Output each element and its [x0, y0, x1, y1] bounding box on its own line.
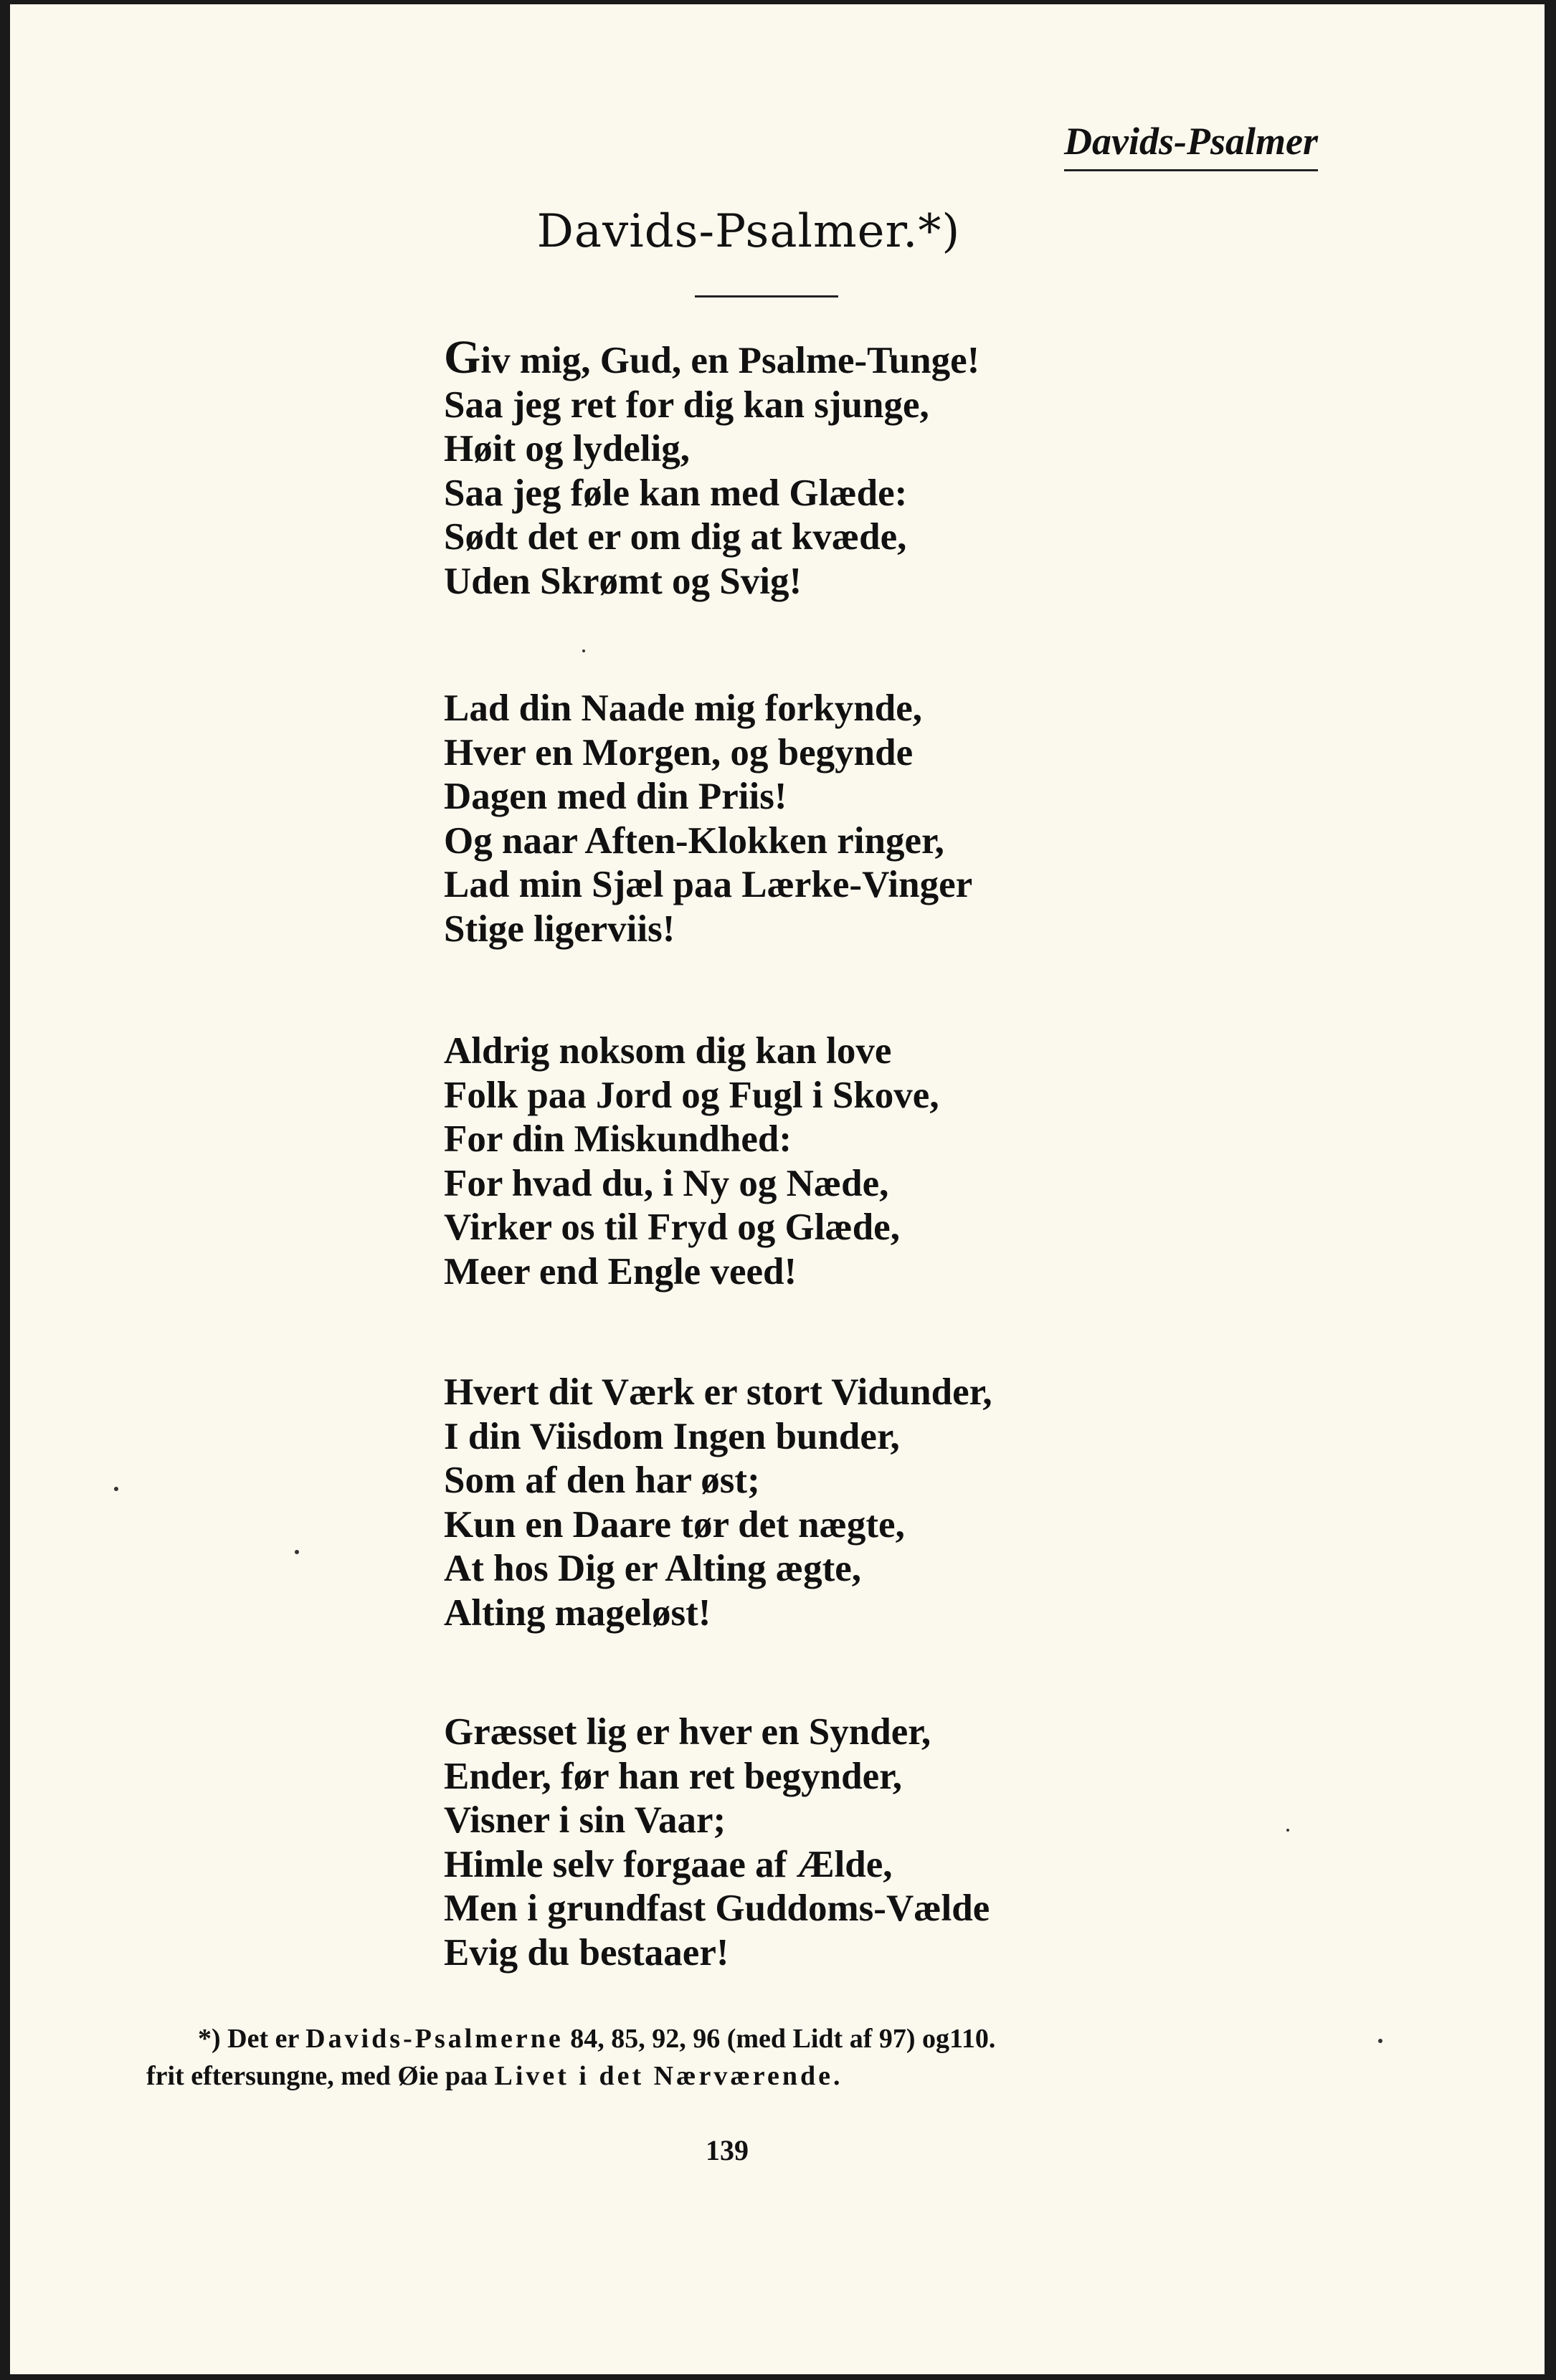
verse-line: Sødt det er om dig at kvæde,: [444, 516, 907, 558]
verse-line: Hver en Morgen, og begynde: [444, 731, 914, 774]
stanza-1: [444, 331, 1376, 604]
verse-line: Saa jeg føle kan med Glæde:: [444, 472, 908, 514]
stanza-5: [444, 1710, 1376, 1976]
verse-line: For hvad du, i Ny og Næde,: [444, 1162, 889, 1204]
book-page: [10, 4, 1545, 2374]
verse-line: Hvert dit Værk er stort Vidunder,: [444, 1371, 992, 1413]
running-head: Davids-Psalmer: [1064, 119, 1318, 171]
print-speck: [1286, 1829, 1289, 1832]
verse-line: Lad min Sjæl paa Lærke-Vinger: [444, 864, 973, 906]
dropcap: G: [444, 331, 481, 384]
print-speck: [1378, 2039, 1382, 2043]
verse-line: For din Miskundhed:: [444, 1118, 792, 1161]
verse-line: Ender, før han ret begynder,: [444, 1755, 903, 1797]
stanza-2: [444, 687, 1376, 952]
verse-line: Men i grundfast Guddoms-Vælde: [444, 1888, 990, 1930]
verse-line: Og naar Aften-Klokken ringer,: [444, 819, 944, 862]
verse-line: Uden Skrømt og Svig!: [444, 560, 802, 602]
verse-line: I din Viisdom Ingen bunder,: [444, 1415, 900, 1457]
verse-line: Lad din Naade mig forkynde,: [444, 687, 923, 729]
footnote-line: frit eftersungne, med Øie paa Livet i det Nærværende.: [146, 2061, 840, 2091]
verse-line: Som af den har øst;: [444, 1460, 760, 1502]
title-rule: [695, 295, 838, 298]
print-speck: [295, 1550, 299, 1554]
verse-line: Dagen med din Priis!: [444, 776, 787, 818]
verse-line: Giv mig, Gud, en Psalme-Tunge!: [444, 331, 980, 384]
verse-line: Himle selv forgaae af Ælde,: [444, 1843, 893, 1885]
stanza-3: [444, 1029, 1376, 1295]
verse-line: Folk paa Jord og Fugl i Skove,: [444, 1074, 939, 1116]
verse-line: Stige ligerviis!: [444, 908, 675, 950]
page-number: 139: [706, 2134, 749, 2166]
verse-line: Evig du bestaaer!: [444, 1931, 729, 1974]
verse-line: Meer end Engle veed!: [444, 1250, 797, 1293]
verse-line: Kun en Daare tør det nægte,: [444, 1503, 905, 1546]
verse-line: Virker os til Fryd og Glæde,: [444, 1206, 900, 1249]
verse-line: At hos Dig er Alting ægte,: [444, 1548, 861, 1590]
verse-line: Alting mageløst!: [444, 1591, 711, 1634]
footnote: [146, 2020, 1308, 2095]
page-title: Davids-Psalmer.*): [536, 205, 961, 258]
verse-line: Græsset lig er hver en Synder,: [444, 1711, 931, 1753]
verse-line: Saa jeg ret for dig kan sjunge,: [444, 384, 929, 426]
verse-line: Høit og lydelig,: [444, 428, 691, 470]
stanza-4: [444, 1371, 1376, 1636]
print-speck: [114, 1487, 118, 1491]
print-speck: [582, 649, 585, 652]
verse-line: Aldrig noksom dig kan love: [444, 1030, 892, 1072]
verse-line: Visner i sin Vaar;: [444, 1799, 726, 1842]
footnote-line: *) Det er Davids-Psalmerne 84, 85, 92, 96 (med Lidt af 97) og110.: [198, 2024, 996, 2054]
